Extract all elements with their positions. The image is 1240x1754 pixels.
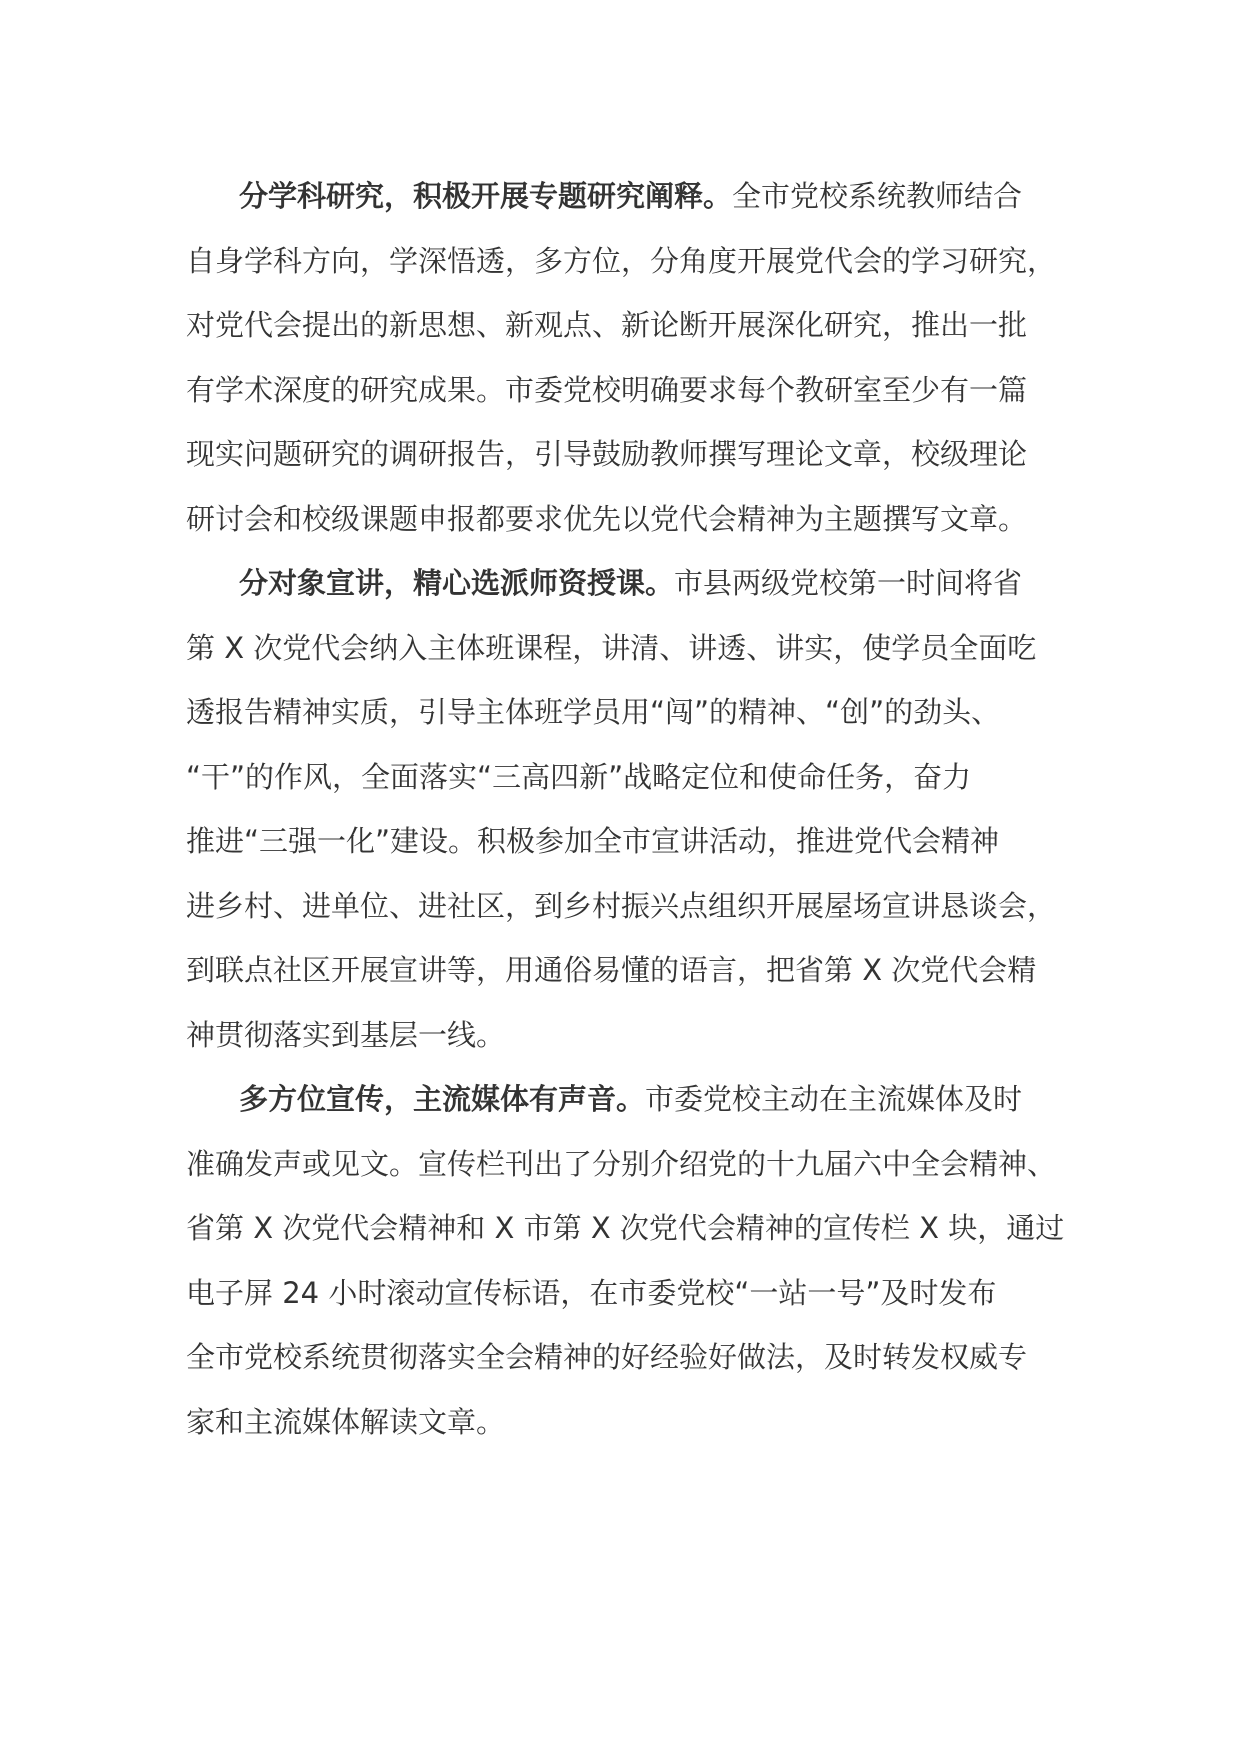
paragraph-text: 市县两级党校第一时间将省 <box>674 566 1023 600</box>
paragraph-line: 全市党校系统贯彻落实全会精神的好经验好做法，及时转发权威专 <box>186 1340 1028 1374</box>
paragraph-line: 电子屏 24 小时滚动宣传标语，在市委党校“一站一号”及时发布 <box>186 1275 997 1310</box>
paragraph-lead: 多方位宣传，主流媒体有声音。 <box>239 1082 646 1116</box>
paragraph-line: 推进“三强一化”建设。积极参加全市宣讲活动，推进党代会精神 <box>186 824 1000 858</box>
paragraph-line: 有学术深度的研究成果。市委党校明确要求每个教研室至少有一篇 <box>186 372 1028 407</box>
paragraph-research <box>186 164 1066 551</box>
paragraph-line: 家和主流媒体解读文章。 <box>186 1404 506 1439</box>
paragraph-line: 研讨会和校级课题申报都要求优先以党代会精神为主题撰写文章。 <box>186 501 1028 536</box>
paragraph-line: 透报告精神实质，引导主体班学员用“闯”的精神、“创”的劲头、 <box>186 695 1001 729</box>
paragraph-line: 准确发声或见文。宣传栏刊出了分别介绍党的十九届六中全会精神、 <box>186 1146 1057 1181</box>
paragraph-lead: 分对象宣讲，精心选派师资授课。 <box>239 566 675 600</box>
paragraph-first-line <box>186 1067 1066 1132</box>
paragraph-lectures <box>186 551 1066 1067</box>
paragraph-line: 省第 X 次党代会精神和 X 市第 X 次党代会精神的宣传栏 X 块，通过 <box>186 1211 1065 1245</box>
paragraph-line: 进乡村、进单位、进社区，到乡村振兴点组织开展屋场宣讲恳谈会， <box>186 888 1057 923</box>
document-body <box>186 164 1066 1454</box>
paragraph-text: 全市党校系统教师结合 <box>732 179 1023 213</box>
paragraph-line: 神贯彻落实到基层一线。 <box>186 1017 506 1052</box>
paragraph-text: 市委党校主动在主流媒体及时 <box>645 1082 1023 1116</box>
paragraph-line: 第 X 次党代会纳入主体班课程，讲清、讲透、讲实，使学员全面吃 <box>186 630 1037 665</box>
paragraph-line: 自身学科方向，学深悟透，多方位，分角度开展党代会的学习研究， <box>186 243 1057 278</box>
paragraph-publicity <box>186 1067 1066 1454</box>
paragraph-line: 对党代会提出的新思想、新观点、新论断开展深化研究，推出一批 <box>186 308 1028 342</box>
paragraph-first-line <box>186 551 1066 616</box>
paragraph-line: 现实问题研究的调研报告，引导鼓励教师撰写理论文章，校级理论 <box>186 437 1028 471</box>
paragraph-first-line <box>186 164 1066 229</box>
paragraph-line: “干”的作风，全面落实“三高四新”战略定位和使命任务，奋力 <box>186 759 972 794</box>
paragraph-line: 到联点社区开展宣讲等，用通俗易懂的语言，把省第 X 次党代会精 <box>186 953 1037 987</box>
paragraph-lead: 分学科研究，积极开展专题研究阐释。 <box>239 179 733 213</box>
